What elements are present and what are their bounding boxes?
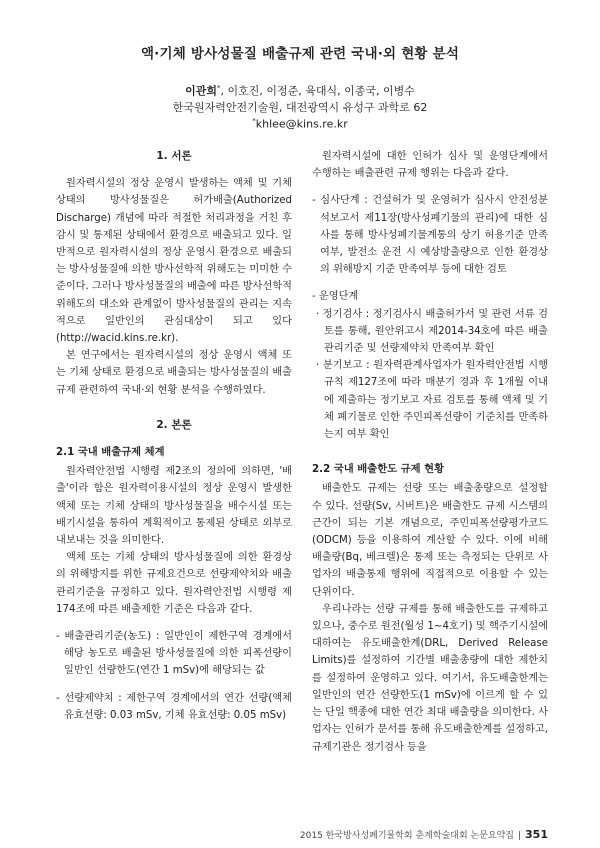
footer-separator: | <box>517 831 522 841</box>
subsection-heading-2-1: 2.1 국내 배출규제 체계 <box>56 446 165 459</box>
intro-paragraph-2: 본 연구에서는 원자력시설의 정상 운영시 액체 또는 기체 상태로 환경으로 배출되는 방사성물질의 배출 규제 관련하여 국내·외 현황 분석을 수행하였다. <box>56 350 292 396</box>
body-paragraph-2: 액체 또는 기체 상태의 방사성물질에 의한 환경상의 위해방지를 위한 규제요건으로 선량제약치와 배출관리기준을 규정하고 있다. 원자력안전법 시행령 제174조에 따른 배출제한 기준은 다음과 같다. <box>56 552 292 615</box>
affiliation: 한국원자력안전기술원, 대전광역시 유성구 과학로 62 <box>172 101 428 114</box>
page-number: 351 <box>525 828 548 841</box>
corresponding-mark: * <box>217 84 221 92</box>
email-text: khlee@kins.re.kr <box>255 117 348 131</box>
email-mark: * <box>252 117 256 125</box>
list-item-dose-constraint: - 선량제약치 : 제한구역 경계에서의 연간 선량(액체 유효선량: 0.03 mSv, 기체 유효선량: 0.05 mSv) <box>56 692 292 721</box>
author-list <box>0 80 600 100</box>
list-item-quarterly-report: · 분기보고 : 원자력관계사업자가 원자력안전법 시행규칙 제127조에 따라 매분기 경과 후 1개월 이내에 제출하는 정기보고 자료 검토를 통해 액체 및 기체 폐기물로 인한 주민피폭선량이 기준치를 만족하는지 여부 확인 <box>316 360 548 441</box>
list-item-discharge-limit: - 배출관리기준(농도) : 일반인이 제한구역 경계에서 해당 농도로 배출된 방사성물질에 의한 피폭선량이 일반인 선량한도(연간 1 mSv)에 해당되는 값 <box>56 631 292 677</box>
subsection-heading-2-2: 2.2 국내 배출한도 규제 현황 <box>312 463 445 476</box>
author-email <box>0 117 600 131</box>
list-item-operation-stage: - 운영단계 <box>312 291 359 303</box>
intro-paragraph-1: 원자력시설의 정상 운영시 발생하는 액체 및 기체 상태의 방사성물질은 허가배출(Authorized Discharge) 개념에 따라 적절한 처리과정을 거친 후 감시 및 통제된 상태에서 환경으로 배출되고 있다. 일반적으로 원자력시설의 정상 운영시 환경으로 배출되는 방사성물질에 의한 방사선학적 위해도는 미미한 수준이다. 그러나 방사성물질의 배출에 따른 방사선학적 위해도의 대소와 관계없이 방사성물질의 관리는 지속적으로 일반인의 관심대상이 되고 있다(http://wacid.kins.re.kr). <box>56 178 292 345</box>
body-paragraph-3: 원자력시설에 대한 인허가 심사 및 운영단계에서 수행하는 배출관련 규제 행위는 다음과 같다. <box>312 151 548 180</box>
body-paragraph-4: 배출한도 규제는 선량 또는 배출총량으로 설정할 수 있다. 선량(Sv, 시버트)은 배출한도 규제 시스템의 근간이 되는 기본 개념으로, 주민피폭선량평가코드(ODCM) 등을 이용하여 계산할 수 있다. 이에 비해 배출량(Bq, 베크렐)은 통제 또는 측정되는 단위로 사업자의 배출통제 행위에 직접적으로 이용할 수 있는 단위이다. <box>312 483 548 598</box>
right-column <box>312 148 548 756</box>
left-column <box>56 148 292 724</box>
list-item-review-stage: - 심사단계 : 건설허가 및 운영허가 심사시 안전성분석보고서 제11장(방사성폐기물의 관리)에 대한 심사를 통해 방사성폐기물계통의 상기 허용기준 만족여부, 발전소 운전 시 예상방출량으로 인한 환경상의 위해방지 기준 만족여부 등에 대한 검토 <box>312 195 548 276</box>
section-heading-body: 2. 본론 <box>156 418 192 431</box>
lead-author: 이관희 <box>185 84 218 98</box>
body-paragraph-1: 원자력안전법 시행령 제2조의 정의에 의하면, '배출'이라 함은 원자력이용시설의 정상 운영시 발생한 액체 또는 기체 상태의 방사성물질을 배수시설 또는 배기시설을 통하여 계획적이고 통제된 상태로 외부로 내보내는 것을 의미한다. <box>56 466 292 547</box>
paper-title: 액·기체 방사성물질 배출규제 관련 국내·외 현황 분석 <box>140 46 460 62</box>
body-paragraph-5: 우리나라는 선량 규제를 통해 배출한도를 규제하고 있으나, 중수로 원전(월성 1~4호기) 및 핵주기시설에 대하여는 유도배출한계(DRL, Derived Release Limits)를 설정하여 기간별 배출총량에 대한 제한치를 설정하여 운영하고 있다. 여기서, 유도배출한계는 일반인의 연간 선량한도(1 mSv)에 이르게 할 수 있는 단일 핵종에 대한 연간 최대 배출량을 의미한다. 사업자는 인허가 문서를 통해 유도배출한계를 설정하고, 규제기관은 정기검사 등을 <box>312 603 548 753</box>
page-footer <box>0 828 548 841</box>
list-item-periodic-inspection: · 정기검사 : 정기검사시 배출허가서 및 관련 서류 검토를 통해, 원안위고시 제2014-34호에 따른 배출관리기준 및 선량제약치 만족여부 확인 <box>316 308 548 355</box>
co-authors: , 이호진, 이정준, 육대식, 이종국, 이병수 <box>220 84 415 98</box>
section-heading-intro: 1. 서론 <box>156 150 192 162</box>
conference-name: 2015 한국방사성폐기물학회 춘계학술대회 논문요약집 <box>299 831 514 841</box>
